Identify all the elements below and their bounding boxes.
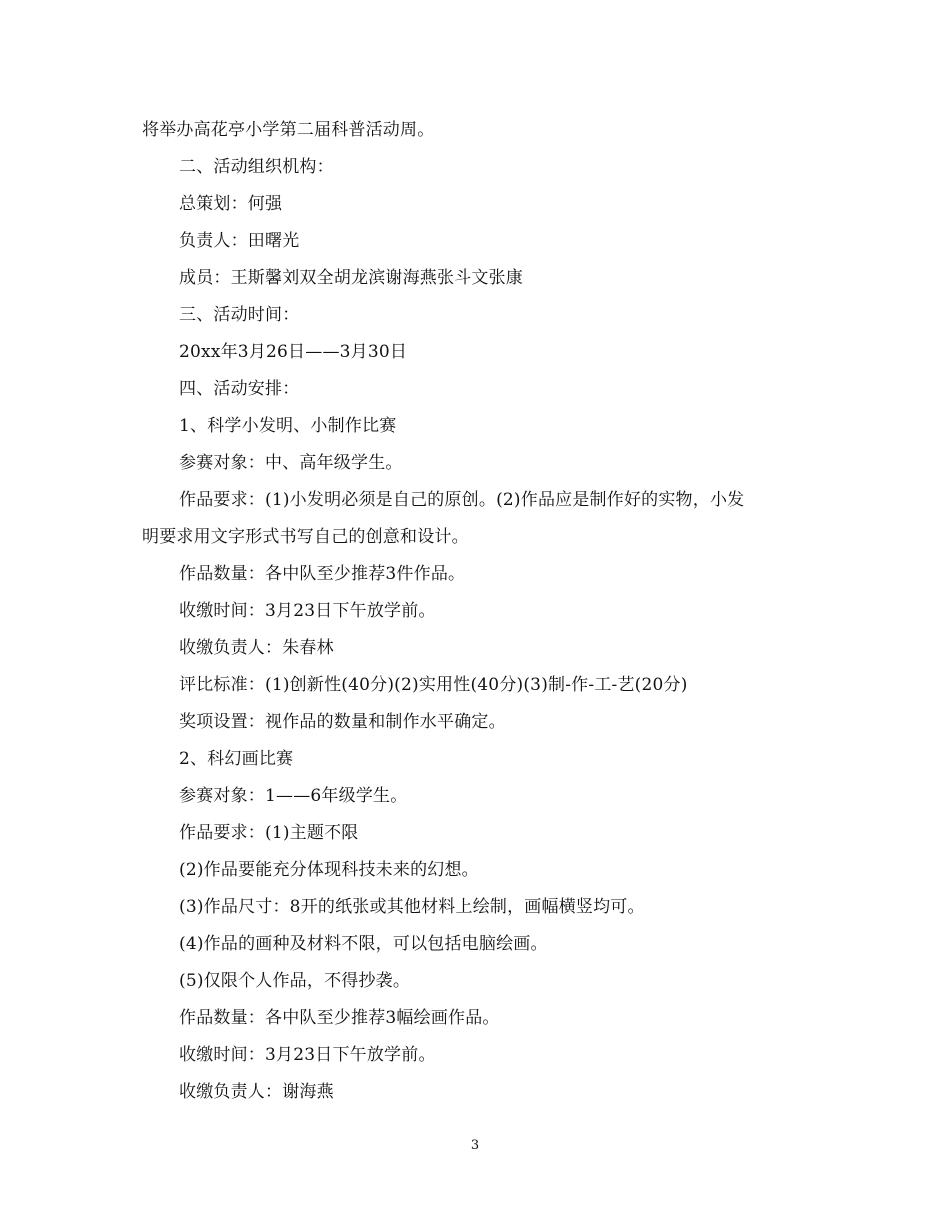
text-line: 20xx年3月26日——3月30日 [179,342,408,362]
text-line: (5)仅限个人作品，不得抄袭。 [179,971,411,991]
text-line: (4)作品的画种及材料不限，可以包括电脑绘画。 [179,934,548,954]
page-number: 3 [470,1138,480,1153]
text-line: 将举办高花亭小学第二届科普活动周。 [142,120,435,140]
text-line: 负责人：田曙光 [179,231,300,251]
text-line: 收缴负责人：谢海燕 [179,1082,334,1102]
text-line: 作品要求：(1)小发明必须是自己的原创。(2)作品应是制作好的实物，小发 [179,490,745,510]
document-body [142,112,812,1111]
text-line: 作品要求：(1)主题不限 [179,823,359,843]
section-heading-time: 三、活动时间： [179,305,300,325]
text-line: 明要求用文字形式书写自己的创意和设计。 [142,527,469,547]
text-line: 作品数量：各中队至少推荐3件作品。 [179,564,466,584]
section-heading-arrangement: 四、活动安排： [179,379,300,399]
text-line: 参赛对象：1——6年级学生。 [179,786,408,806]
text-line: (3)作品尺寸：8开的纸张或其他材料上绘制，画幅横竖均可。 [179,897,645,917]
text-line: 收缴负责人：朱春林 [179,638,334,658]
text-line: 总策划：何强 [179,194,283,214]
text-line: 评比标准：(1)创新性(40分)(2)实用性(40分)(3)制-作-工-艺(20分) [179,675,688,695]
text-line: 收缴时间：3月23日下午放学前。 [179,1045,436,1065]
text-line: 成员：王斯馨刘双全胡龙滨谢海燕张斗文张康 [179,268,523,288]
text-line: 奖项设置：视作品的数量和制作水平确定。 [179,712,506,732]
subsection-heading-invention: 1、科学小发明、小制作比赛 [179,416,397,436]
text-line: 参赛对象：中、高年级学生。 [179,453,403,473]
section-heading-organization: 二、活动组织机构： [179,157,334,177]
text-line: 收缴时间：3月23日下午放学前。 [179,601,436,621]
subsection-heading-scifi-painting: 2、科幻画比赛 [179,749,294,769]
text-line: (2)作品要能充分体现科技未来的幻想。 [179,860,479,880]
text-line: 作品数量：各中队至少推荐3幅绘画作品。 [179,1008,500,1028]
